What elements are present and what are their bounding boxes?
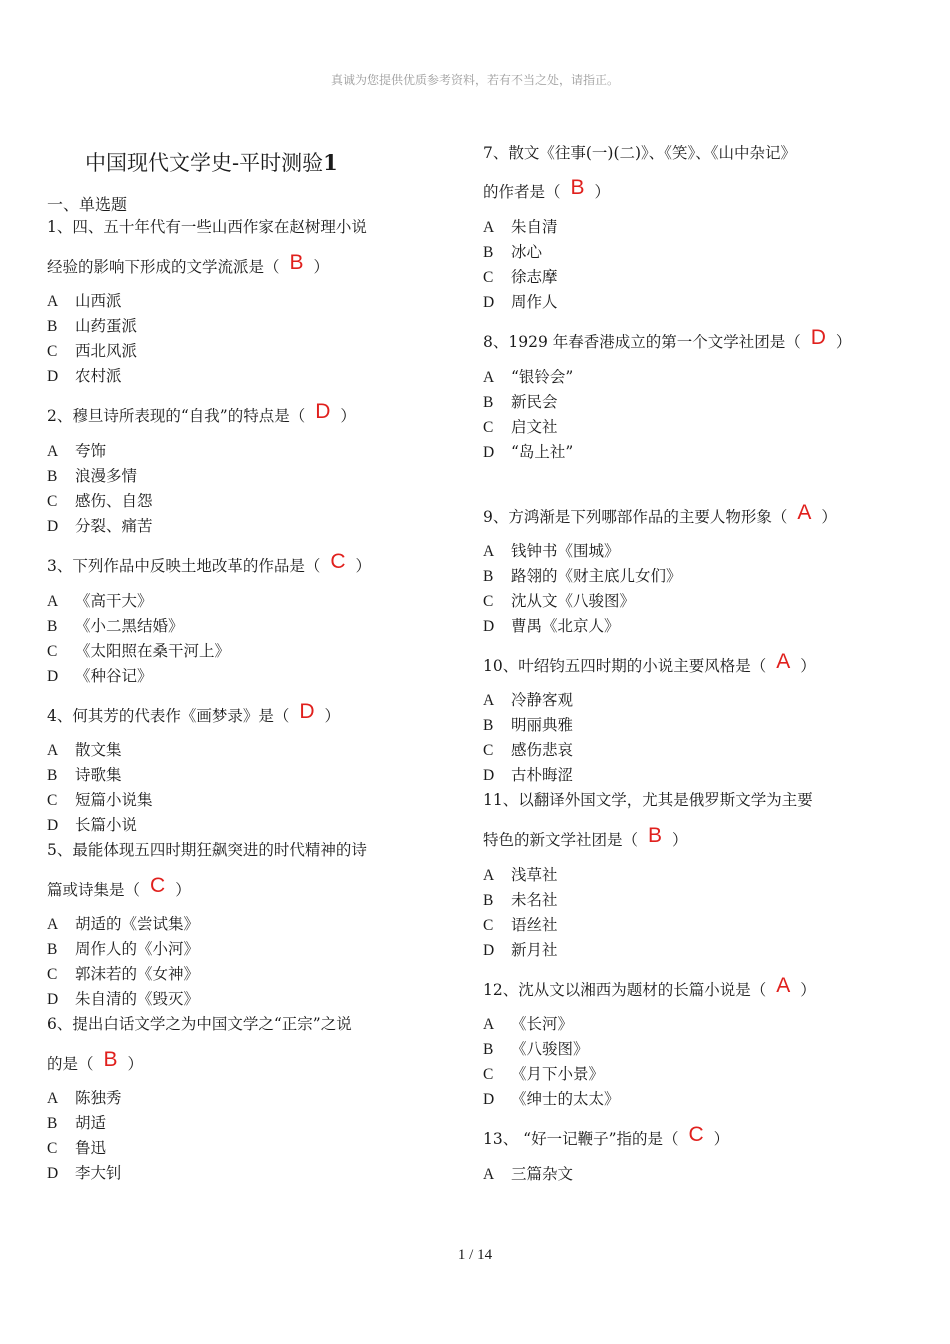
- question-1-option-b: [47, 316, 137, 337]
- question-4-prompt: 4、何其芳的代表作《画梦录》是（: [47, 707, 290, 725]
- question-11-text: 11、以翻译外国文学，尤其是俄罗斯文学为主要: [483, 791, 813, 809]
- question-6-option-a: [47, 1088, 122, 1109]
- question-2-answer: D: [315, 400, 331, 423]
- question-7-option-b: [483, 242, 542, 263]
- question-12-prompt: 12、沈从文以湘西为题材的长篇小说是（: [483, 981, 767, 999]
- page-header-note: 真诚为您提供优质参考资料，若有不当之处，请指正。: [330, 73, 619, 87]
- question-1-option-d: [47, 366, 122, 387]
- question-6-stem: [47, 1048, 144, 1074]
- question-11-answer: B: [648, 824, 663, 847]
- option-text: 《种谷记》: [75, 667, 153, 685]
- option-text: 山西派: [75, 292, 122, 310]
- question-10-option-b: [483, 715, 573, 736]
- question-8-option-d: [483, 442, 573, 463]
- question-12-option-a: [483, 1014, 573, 1035]
- option-text: 古朴晦涩: [511, 766, 574, 784]
- option-text: 明丽典雅: [511, 716, 574, 734]
- option-letter: D: [483, 767, 495, 784]
- question-6-prompt: 的是（: [47, 1055, 94, 1073]
- option-letter: C: [483, 593, 494, 610]
- question-7-answer: B: [570, 176, 585, 199]
- question-12-answer: A: [776, 974, 791, 997]
- option-letter: C: [47, 493, 58, 510]
- option-text: 冰心: [511, 243, 543, 261]
- title-number: 1: [323, 150, 338, 175]
- question-5-answer: C: [150, 874, 166, 897]
- option-text: 《绅士的太太》: [511, 1090, 620, 1108]
- question-5-text: 5、最能体现五四时期狂飙突进的时代精神的诗: [47, 841, 367, 859]
- question-1-text: 1、四、五十年代有一些山西作家在赵树理小说: [47, 218, 367, 236]
- question-8-option-a: [483, 367, 573, 388]
- question-9-option-b: [483, 566, 682, 587]
- question-9-option-d: [483, 616, 620, 637]
- option-text: 山药蛋派: [75, 317, 138, 335]
- question-2-stem: [47, 400, 356, 426]
- question-6-answer: B: [103, 1048, 118, 1071]
- question-5-prompt: 篇或诗集是（: [47, 881, 141, 899]
- option-letter: B: [483, 892, 494, 909]
- question-11-option-b: [483, 890, 558, 911]
- page-number: 1 / 14: [457, 1247, 493, 1263]
- question-1-prompt: 经验的影响下形成的文学流派是（: [47, 258, 280, 276]
- question-10-close-paren: ）: [800, 657, 816, 675]
- question-12-option-d: [483, 1089, 620, 1110]
- option-text: 鲁迅: [75, 1139, 107, 1157]
- option-letter: C: [47, 343, 58, 360]
- question-8-close-paren: ）: [835, 333, 852, 351]
- question-1-option-a: [47, 291, 122, 312]
- option-letter: C: [483, 419, 494, 436]
- left-column: [47, 0, 402, 1344]
- question-9-option-a: [483, 541, 620, 562]
- option-text: 长篇小说: [75, 816, 138, 834]
- option-letter: D: [47, 368, 59, 385]
- question-7-close-paren: ）: [594, 183, 611, 201]
- question-10-option-c: [483, 740, 573, 761]
- question-9-stem: [483, 501, 837, 527]
- option-letter: D: [483, 444, 495, 461]
- option-letter: A: [47, 593, 59, 610]
- option-letter: B: [483, 1041, 494, 1058]
- option-text: 朱自清: [511, 218, 558, 236]
- option-letter: B: [483, 394, 494, 411]
- option-letter: A: [483, 219, 495, 236]
- option-text: 三篇杂文: [511, 1165, 574, 1183]
- question-13-option-a: [483, 1164, 573, 1185]
- question-9-close-paren: ）: [821, 508, 837, 526]
- option-letter: D: [47, 991, 59, 1008]
- question-10-option-a: [483, 690, 573, 711]
- question-3-close-paren: ）: [355, 557, 372, 575]
- question-2-option-c: [47, 491, 153, 512]
- question-1-answer: B: [289, 251, 304, 274]
- option-letter: A: [483, 1166, 495, 1183]
- option-text: “银铃会”: [511, 368, 574, 386]
- option-letter: C: [47, 792, 58, 809]
- question-11-prompt: 特色的新文学社团是（: [483, 831, 639, 849]
- option-letter: A: [483, 369, 495, 386]
- option-letter: D: [483, 294, 495, 311]
- question-2-option-a: [47, 441, 106, 462]
- question-8-stem: [483, 326, 852, 352]
- question-9-prompt: 9、方鸿渐是下列哪部作品的主要人物形象（: [483, 508, 788, 526]
- option-text: 分裂、痛苦: [75, 517, 153, 535]
- option-text: 西北风派: [75, 342, 138, 360]
- question-7-option-c: [483, 267, 558, 288]
- option-text: 《高干大》: [75, 592, 153, 610]
- option-text: 李大钊: [75, 1164, 122, 1182]
- question-12-option-b: [483, 1039, 589, 1060]
- question-7-text: 7、散文《往事(一)(二)》、《笑》、《山中杂记》: [483, 144, 797, 162]
- question-6-close-paren: ）: [127, 1055, 144, 1073]
- option-letter: D: [47, 817, 59, 834]
- option-letter: A: [47, 443, 59, 460]
- option-letter: A: [483, 543, 495, 560]
- question-9-answer: A: [797, 501, 812, 524]
- option-text: 陈独秀: [75, 1089, 122, 1107]
- option-letter: C: [483, 269, 494, 286]
- option-text: 《八骏图》: [511, 1040, 589, 1058]
- question-5-option-c: [47, 964, 199, 985]
- question-6-option-d: [47, 1163, 122, 1184]
- option-letter: C: [483, 917, 494, 934]
- option-text: 朱自清的《毁灭》: [75, 990, 200, 1008]
- option-text: 《长河》: [511, 1015, 574, 1033]
- question-1-close-paren: ）: [313, 258, 330, 276]
- question-10-stem: [483, 650, 816, 676]
- option-letter: D: [483, 1091, 495, 1108]
- option-letter: A: [483, 1016, 495, 1033]
- question-2-option-b: [47, 466, 137, 487]
- question-12-close-paren: ）: [800, 981, 816, 999]
- question-10-prompt: 10、叶绍钧五四时期的小说主要风格是（: [483, 657, 767, 675]
- option-letter: C: [483, 1066, 494, 1083]
- question-1-stem: [47, 251, 330, 277]
- option-text: 诗歌集: [75, 766, 122, 784]
- question-5-option-a: [47, 914, 199, 935]
- option-letter: D: [47, 668, 59, 685]
- option-text: 郭沫若的《女神》: [75, 965, 200, 983]
- option-letter: A: [47, 1090, 59, 1107]
- question-7-option-d: [483, 292, 558, 313]
- option-text: “岛上社”: [511, 443, 574, 461]
- option-text: 徐志摩: [511, 268, 558, 286]
- option-letter: B: [47, 941, 58, 958]
- option-letter: B: [47, 318, 58, 335]
- question-7-prompt: 的作者是（: [483, 183, 561, 201]
- section-heading: 一、单选题: [47, 195, 128, 214]
- option-letter: B: [47, 618, 58, 635]
- question-12-option-c: [483, 1064, 604, 1085]
- question-6-text: 6、提出白话文学之为中国文学之“正宗”之说: [47, 1015, 352, 1033]
- question-8-answer: D: [810, 326, 826, 349]
- question-3-answer: C: [330, 550, 346, 573]
- question-4-answer: D: [299, 700, 315, 723]
- option-text: 散文集: [75, 741, 122, 759]
- question-5-option-b: [47, 939, 199, 960]
- option-letter: A: [483, 692, 495, 709]
- question-10-option-d: [483, 765, 573, 786]
- option-text: 浪漫多情: [75, 467, 138, 485]
- question-11-option-d: [483, 940, 558, 961]
- question-11-stem: [483, 824, 688, 850]
- question-11-close-paren: ）: [672, 831, 688, 849]
- option-text: 周作人的《小河》: [75, 940, 200, 958]
- question-10-answer: A: [776, 650, 791, 673]
- option-letter: A: [47, 293, 59, 310]
- question-13-prompt: 13、 “好一记鞭子”指的是（: [483, 1130, 679, 1148]
- option-text: 感伤悲哀: [511, 741, 574, 759]
- question-4-close-paren: ）: [324, 707, 341, 725]
- option-text: 农村派: [75, 367, 122, 385]
- question-7-stem: [483, 176, 611, 202]
- option-letter: D: [47, 518, 59, 535]
- option-text: 《月下小景》: [511, 1065, 605, 1083]
- option-text: 曹禺《北京人》: [511, 617, 620, 635]
- question-8-option-c: [483, 417, 558, 438]
- question-6-option-b: [47, 1113, 106, 1134]
- option-letter: D: [483, 618, 495, 635]
- option-text: 周作人: [511, 293, 558, 311]
- question-4-option-a: [47, 740, 122, 761]
- question-6-option-c: [47, 1138, 106, 1159]
- question-13-stem: [483, 1123, 730, 1149]
- question-8-option-b: [483, 392, 558, 413]
- question-2-close-paren: ）: [340, 407, 356, 425]
- question-1-option-c: [47, 341, 137, 362]
- question-3-option-c: [47, 641, 230, 662]
- option-letter: A: [483, 867, 495, 884]
- question-4-option-d: [47, 815, 137, 836]
- option-letter: C: [483, 742, 494, 759]
- option-text: 语丝社: [511, 916, 558, 934]
- question-3-stem: [47, 550, 372, 576]
- option-text: 浅草社: [511, 866, 558, 884]
- question-4-stem: [47, 700, 341, 726]
- option-letter: B: [47, 1115, 58, 1132]
- option-letter: B: [483, 717, 494, 734]
- question-13-close-paren: ）: [713, 1130, 730, 1148]
- question-3-option-d: [47, 666, 153, 687]
- question-9-option-c: [483, 591, 635, 612]
- option-text: 沈从文《八骏图》: [511, 592, 636, 610]
- question-7-option-a: [483, 217, 558, 238]
- option-text: 夸饰: [75, 442, 107, 460]
- option-text: 未名社: [511, 891, 558, 909]
- option-text: 启文社: [511, 418, 558, 436]
- option-letter: B: [483, 568, 494, 585]
- option-text: 《太阳照在桑干河上》: [75, 642, 231, 660]
- question-3-prompt: 3、下列作品中反映土地改革的作品是（: [47, 557, 321, 575]
- right-column: [483, 0, 853, 1344]
- question-8-prompt: 8、1929 年春香港成立的第一个文学社团是（: [483, 333, 801, 351]
- option-text: 新月社: [511, 941, 558, 959]
- option-letter: C: [47, 966, 58, 983]
- option-text: 胡适: [75, 1114, 107, 1132]
- question-11-option-c: [483, 915, 558, 936]
- option-text: 新民会: [511, 393, 558, 411]
- option-text: 路翎的《财主底儿女们》: [511, 567, 682, 585]
- question-5-option-d: [47, 989, 199, 1010]
- question-3-option-b: [47, 616, 184, 637]
- title-text: 中国现代文学史-平时测验: [85, 151, 324, 175]
- option-letter: B: [47, 767, 58, 784]
- option-letter: D: [483, 942, 495, 959]
- question-13-answer: C: [688, 1123, 704, 1146]
- option-letter: B: [47, 468, 58, 485]
- option-text: 感伤、自怨: [75, 492, 153, 510]
- question-5-stem: [47, 874, 191, 900]
- question-3-option-a: [47, 591, 153, 612]
- option-text: 钱钟书《围城》: [511, 542, 620, 560]
- option-letter: C: [47, 643, 58, 660]
- question-2-option-d: [47, 516, 153, 537]
- option-text: 冷静客观: [511, 691, 574, 709]
- question-4-option-b: [47, 765, 122, 786]
- option-letter: C: [47, 1140, 58, 1157]
- option-text: 短篇小说集: [75, 791, 153, 809]
- option-letter: D: [47, 1165, 59, 1182]
- option-text: 《小二黑结婚》: [75, 617, 184, 635]
- option-letter: A: [47, 916, 59, 933]
- question-11-option-a: [483, 865, 558, 886]
- option-letter: B: [483, 244, 494, 261]
- question-12-stem: [483, 974, 816, 1000]
- option-text: 胡适的《尝试集》: [75, 915, 200, 933]
- option-letter: A: [47, 742, 59, 759]
- question-2-prompt: 2、穆旦诗所表现的“自我”的特点是（: [47, 407, 306, 425]
- question-4-option-c: [47, 790, 153, 811]
- question-5-close-paren: ）: [175, 881, 191, 899]
